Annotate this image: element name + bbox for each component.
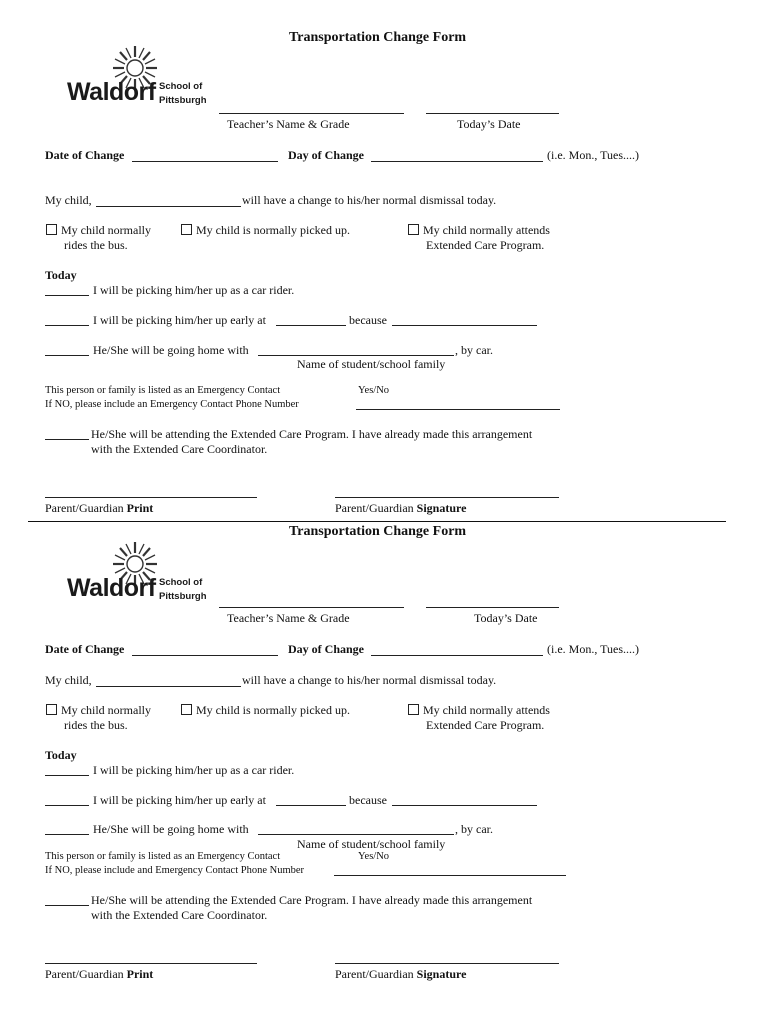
because-text: because bbox=[349, 793, 387, 807]
signature-label bbox=[335, 967, 466, 981]
day-of-change-label: Day of Change bbox=[288, 642, 365, 656]
logo-wordmark: Waldorf bbox=[67, 574, 156, 602]
teacher-line[interactable] bbox=[219, 113, 404, 114]
print-label bbox=[45, 967, 153, 981]
early-text: I will be picking him/her up early at bbox=[93, 793, 266, 807]
form-title: Transportation Change Form bbox=[289, 524, 467, 539]
yes-no-label: Yes/No bbox=[358, 385, 390, 396]
day-of-change-line[interactable] bbox=[371, 161, 543, 162]
date-of-change-line[interactable] bbox=[132, 655, 278, 656]
logo-line1: School of bbox=[159, 81, 203, 92]
home-name-line[interactable] bbox=[258, 834, 454, 835]
today-heading: Today bbox=[45, 268, 77, 282]
date-of-change-line[interactable] bbox=[132, 161, 278, 162]
form-divider bbox=[28, 521, 726, 522]
signature-line[interactable] bbox=[335, 963, 559, 964]
bus-option-line2: rides the bus. bbox=[64, 718, 128, 732]
day-hint: (i.e. Mon., Tues....) bbox=[547, 642, 640, 656]
name-caption: Name of student/school family bbox=[297, 837, 446, 851]
because-text: because bbox=[349, 313, 387, 327]
bus-option-line2: rides the bus. bbox=[64, 238, 128, 252]
teacher-line[interactable] bbox=[219, 607, 404, 608]
home-name-line[interactable] bbox=[258, 355, 454, 356]
bus-checkbox[interactable] bbox=[46, 224, 57, 235]
bus-option-line1: My child normally bbox=[61, 223, 151, 237]
print-word: Print bbox=[126, 967, 154, 981]
ecp-blank[interactable] bbox=[45, 439, 89, 440]
emergency-phone-text: If NO, please include an Emergency Contact Phone Number bbox=[45, 399, 299, 410]
date-label: Today’s Date bbox=[474, 611, 538, 625]
day-of-change-label: Day of Change bbox=[288, 148, 365, 162]
date-of-change-label: Date of Change bbox=[45, 148, 125, 162]
logo-line1: School of bbox=[159, 577, 203, 588]
car-rider-blank[interactable] bbox=[45, 295, 89, 296]
signature-word: Signature bbox=[416, 501, 467, 515]
ecp-option-line1: My child normally attends bbox=[423, 223, 550, 237]
home-text: He/She will be going home with bbox=[93, 343, 249, 357]
home-blank[interactable] bbox=[45, 834, 89, 835]
car-rider-text: I will be picking him/her up as a car rider. bbox=[93, 763, 295, 777]
parent-label: Parent/Guardian bbox=[335, 967, 414, 981]
name-caption: Name of student/school family bbox=[297, 357, 446, 371]
date-line[interactable] bbox=[426, 607, 559, 608]
ecp-text-line2: with the Extended Care Coordinator. bbox=[91, 442, 268, 456]
date-label: Today’s Date bbox=[457, 117, 521, 131]
car-rider-text: I will be picking him/her up as a car rider. bbox=[93, 283, 295, 297]
reason-line[interactable] bbox=[392, 805, 537, 806]
emergency-text: This person or family is listed as an Emergency Contact bbox=[45, 851, 281, 862]
parent-label: Parent/Guardian bbox=[45, 501, 124, 515]
home-blank[interactable] bbox=[45, 355, 89, 356]
signature-line[interactable] bbox=[335, 497, 559, 498]
print-line[interactable] bbox=[45, 497, 257, 498]
my-child-label: My child, bbox=[45, 193, 92, 207]
car-rider-blank[interactable] bbox=[45, 775, 89, 776]
teacher-label: Teacher’s Name & Grade bbox=[227, 117, 350, 131]
print-line[interactable] bbox=[45, 963, 257, 964]
bus-option-line1: My child normally bbox=[61, 703, 151, 717]
reason-line[interactable] bbox=[392, 325, 537, 326]
home-text: He/She will be going home with bbox=[93, 822, 249, 836]
early-blank[interactable] bbox=[45, 805, 89, 806]
by-car-text: , by car. bbox=[455, 822, 493, 836]
ecp-blank[interactable] bbox=[45, 905, 89, 906]
bus-checkbox[interactable] bbox=[46, 704, 57, 715]
teacher-label: Teacher’s Name & Grade bbox=[227, 611, 350, 625]
early-text: I will be picking him/her up early at bbox=[93, 313, 266, 327]
ecp-text-line1: He/She will be attending the Extended Care Program. I have already made this arrangement bbox=[91, 427, 533, 441]
pickup-checkbox[interactable] bbox=[181, 224, 192, 235]
my-child-text: will have a change to his/her normal dismissal today. bbox=[242, 673, 497, 687]
emergency-text: This person or family is listed as an Emergency Contact bbox=[45, 385, 281, 396]
day-hint: (i.e. Mon., Tues....) bbox=[547, 148, 640, 162]
ecp-text-line2: with the Extended Care Coordinator. bbox=[91, 908, 268, 922]
parent-label: Parent/Guardian bbox=[45, 967, 124, 981]
signature-label bbox=[335, 501, 466, 515]
emergency-phone-text: If NO, please include and Emergency Contact Phone Number bbox=[45, 865, 305, 876]
ecp-text-line1: He/She will be attending the Extended Care Program. I have already made this arrangement bbox=[91, 893, 533, 907]
child-name-line[interactable] bbox=[96, 206, 241, 207]
pickup-option: My child is normally picked up. bbox=[196, 703, 350, 717]
logo-wordmark: Waldorf bbox=[67, 78, 156, 106]
parent-label: Parent/Guardian bbox=[335, 501, 414, 515]
ecp-option-line1: My child normally attends bbox=[423, 703, 550, 717]
today-heading: Today bbox=[45, 748, 77, 762]
by-car-text: , by car. bbox=[455, 343, 493, 357]
ecp-option-line2: Extended Care Program. bbox=[426, 718, 545, 732]
early-time-line[interactable] bbox=[276, 805, 346, 806]
ecp-checkbox[interactable] bbox=[408, 704, 419, 715]
print-label bbox=[45, 501, 153, 515]
early-blank[interactable] bbox=[45, 325, 89, 326]
print-word: Print bbox=[126, 501, 154, 515]
date-of-change-label: Date of Change bbox=[45, 642, 125, 656]
my-child-label: My child, bbox=[45, 673, 92, 687]
pickup-option: My child is normally picked up. bbox=[196, 223, 350, 237]
logo-line2: Pittsburgh bbox=[159, 591, 207, 602]
ecp-checkbox[interactable] bbox=[408, 224, 419, 235]
pickup-checkbox[interactable] bbox=[181, 704, 192, 715]
ecp-option-line2: Extended Care Program. bbox=[426, 238, 545, 252]
date-line[interactable] bbox=[426, 113, 559, 114]
logo-line2: Pittsburgh bbox=[159, 95, 207, 106]
form-title: Transportation Change Form bbox=[289, 30, 467, 45]
my-child-text: will have a change to his/her normal dismissal today. bbox=[242, 193, 497, 207]
emergency-phone-line[interactable] bbox=[356, 409, 560, 410]
waldorf-logo bbox=[67, 540, 217, 612]
signature-word: Signature bbox=[416, 967, 467, 981]
day-of-change-line[interactable] bbox=[371, 655, 543, 656]
waldorf-logo bbox=[67, 44, 217, 116]
child-name-line[interactable] bbox=[96, 686, 241, 687]
emergency-phone-line[interactable] bbox=[334, 875, 566, 876]
early-time-line[interactable] bbox=[276, 325, 346, 326]
yes-no-label: Yes/No bbox=[358, 851, 390, 862]
